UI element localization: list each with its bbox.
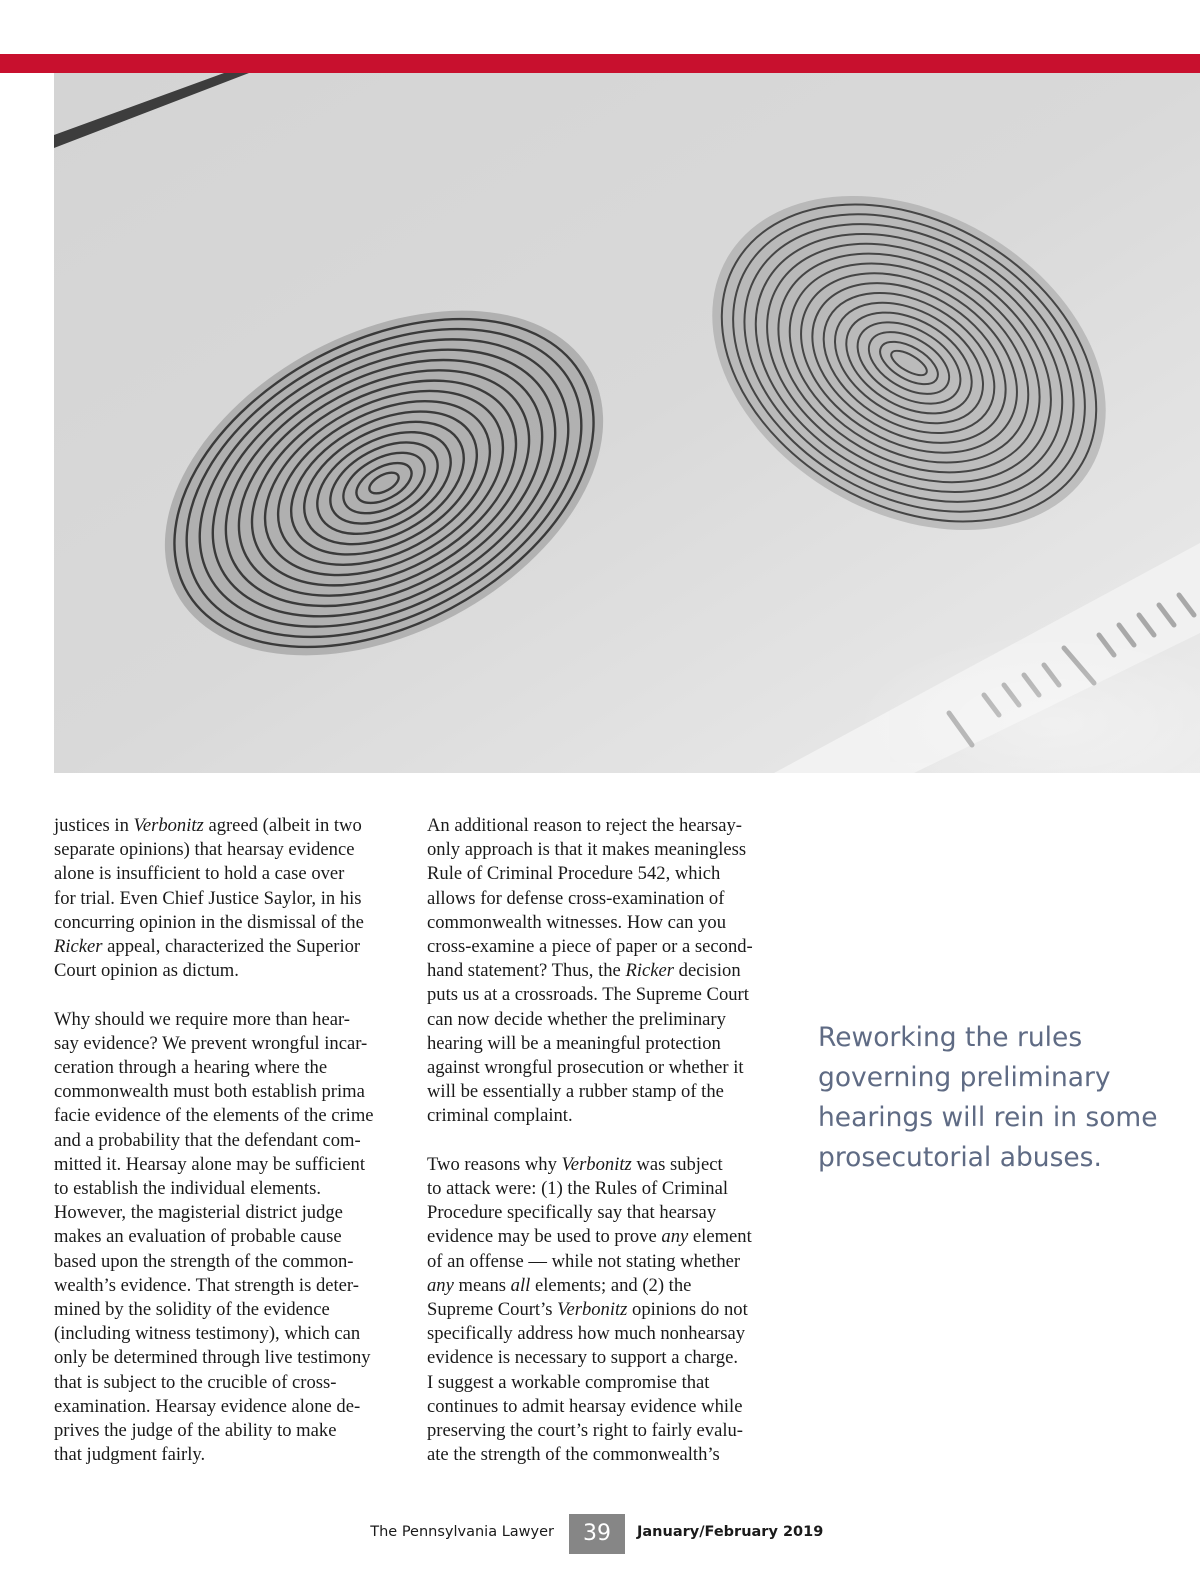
text-line: However, the magisterial district judge [54,1202,343,1224]
text-line: commonwealth witnesses. How can you [427,911,726,933]
text-line: I suggest a workable compromise that [427,1371,710,1393]
italic-term: any [661,1226,689,1248]
text-line: Supreme Court’s Verbonitz opinions do not [427,1299,748,1321]
text-line: Why should we require more than hear- [54,1008,350,1030]
issue-date: January/February 2019 [637,1524,824,1540]
article-column-middle [427,814,772,1467]
text-line: specifically address how much nonhearsay [427,1323,746,1345]
text-line: any means all elements; and (2) the [427,1274,692,1296]
text-line: will be essentially a rubber stamp of the [427,1081,724,1103]
text-line: for trial. Even Chief Justice Saylor, in his [54,887,362,909]
text-line: justices in Verbonitz agreed (albeit in two [54,815,362,836]
text-line: that is subject to the crucible of cross- [54,1371,337,1393]
text-line: mined by the solidity of the evidence [54,1299,330,1321]
pull-quote-line: governing preliminary [818,1062,1111,1093]
pull-quote-line: Reworking the rules [818,1022,1083,1053]
text-line: of an offense — while not stating whether [427,1250,741,1272]
page-footer [0,1514,1200,1554]
text-line: hearing will be a meaningful protection [427,1032,721,1054]
text-line: alone is insufficient to hold a case over [54,863,345,885]
text-line: Rule of Criminal Procedure 542, which [427,863,721,885]
text-line: prives the judge of the ability to make [54,1420,337,1442]
article-column-left [54,814,399,1467]
italic-term: all [510,1274,531,1296]
text-line: against wrongful prosecution or whether it [427,1057,744,1079]
text-line: that judgment fairly. [54,1444,206,1466]
text-line: ceration through a hearing where the [54,1057,328,1079]
text-line: based upon the strength of the common- [54,1250,354,1272]
text-line: facie evidence of the elements of the crime [54,1105,374,1127]
text-line: criminal complaint. [427,1105,573,1127]
pull-quote [818,1018,1178,1178]
text-line: evidence may be used to prove any element [427,1226,752,1248]
text-line: An additional reason to reject the hearsay- [427,815,742,836]
pull-quote-line: prosecutorial abuses. [818,1142,1102,1173]
italic-term: Ricker [54,936,103,958]
text-line: to attack were: (1) the Rules of Criminal [427,1178,729,1200]
text-line: Two reasons why Verbonitz was subject [427,1153,723,1175]
text-line: makes an evaluation of probable cause [54,1226,342,1248]
text-line: Court opinion as dictum. [54,960,239,982]
text-line: ate the strength of the commonwealth’s [427,1444,720,1466]
text-line: concurring opinion in the dismissal of the [54,911,364,933]
text-line: Procedure specifically say that hearsay [427,1202,717,1224]
fingerprints-photo [54,73,1200,773]
paragraph-gap [427,1129,772,1153]
italic-term: Verbonitz [561,1153,632,1175]
publication-name: The Pennsylvania Lawyer [370,1524,554,1540]
paragraph-gap [54,983,399,1007]
italic-term: Verbonitz [557,1299,628,1321]
italic-term: any [427,1274,454,1296]
text-line: only approach is that it makes meaningless [427,839,747,861]
text-line: only be determined through live testimony [54,1347,371,1369]
text-line: cross-examine a piece of paper or a second- [427,936,753,958]
text-line: wealth’s evidence. That strength is deter- [54,1274,359,1296]
page-number: 39 [569,1514,625,1554]
text-line: to establish the individual elements. [54,1178,321,1200]
text-line: examination. Hearsay evidence alone de- [54,1395,361,1417]
text-line: say evidence? We prevent wrongful incar- [54,1032,368,1054]
text-line: puts us at a crossroads. The Supreme Court [427,984,749,1006]
italic-term: Ricker [625,960,674,982]
text-line: hand statement? Thus, the Ricker decision [427,960,741,982]
italic-term: Verbonitz [133,815,204,836]
header-accent-bar [0,54,1200,73]
text-line: Ricker appeal, characterized the Superior [54,936,361,958]
text-line: evidence is necessary to support a charge. [427,1347,738,1369]
text-line: allows for defense cross-examination of [427,887,725,909]
text-line: and a probability that the defendant com- [54,1129,361,1151]
text-line: separate opinions) that hearsay evidence [54,839,355,861]
text-line: preserving the court’s right to fairly evalu- [427,1420,743,1442]
text-line: (including witness testimony), which can [54,1323,361,1345]
text-line: continues to admit hearsay evidence while [427,1395,743,1417]
text-line: mitted it. Hearsay alone may be sufficient [54,1153,366,1175]
text-line: commonwealth must both establish prima [54,1081,365,1103]
text-line: can now decide whether the preliminary [427,1008,726,1030]
pull-quote-line: hearings will rein in some [818,1102,1158,1133]
